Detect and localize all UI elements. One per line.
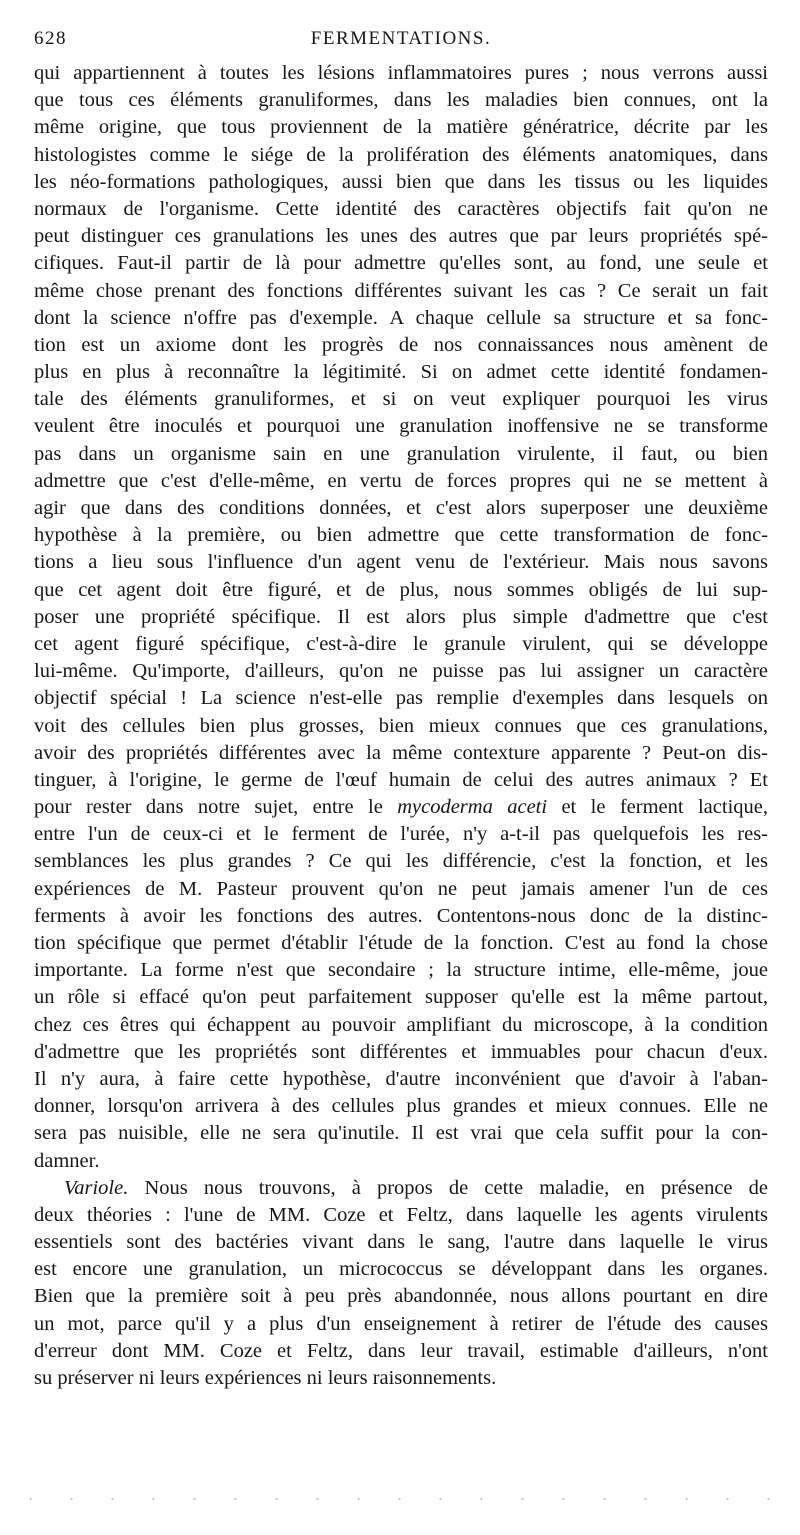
text-line: tion spécifique que permet d'établir l'étude de la fonction. C'est au fond la chose <box>34 932 768 954</box>
text-line: qui appartiennent à toutes les lésions inflammatoires pures ; nous verrons aussi <box>34 62 768 84</box>
text-line: cet agent figuré spécifique, c'est-à-dire le granule virulent, qui se développe <box>34 632 768 655</box>
text-line: importante. La forme n'est que secondaire ; la structure intime, elle-même, joue <box>34 959 768 982</box>
text-line: cifiques. Faut-il partir de là pour admettre qu'elles sont, au fond, une seule et <box>34 252 768 275</box>
running-title: FERMENTATIONS. <box>310 28 492 49</box>
text-line: deux théories : l'une de MM. Coze et Feltz, dans laquelle les agents virulents <box>34 1203 768 1226</box>
text-line: que tous ces éléments granuliformes, dans les maladies bien connues, ont la <box>34 89 768 112</box>
book-page <box>34 28 768 1392</box>
text-line: un mot, parce qu'il y a plus d'un enseignement à retirer de l'étude des causes <box>34 1312 768 1335</box>
text-line: Il n'y aura, à faire cette hypothèse, d'autre inconvénient que d'avoir à l'aban- <box>34 1067 768 1090</box>
text-line: ferments à avoir les fonctions des autres. Contentons-nous donc de la distinc- <box>34 904 768 927</box>
text-line: même chose prenant des fonctions différentes suivant les cas ? Ce serait un fait <box>34 279 768 302</box>
text-line: essentiels sont des bactéries vivant dans le sang, l'autre dans laquelle le virus <box>34 1231 768 1254</box>
text-line: même origine, que tous proviennent de la matière génératrice, décrite par les <box>34 116 768 139</box>
text-line: veulent être inoculés et pourquoi une granulation inoffensive ne se transforme <box>34 415 768 438</box>
text-line: semblances les plus grandes ? Ce qui les différencie, c'est la fonction, et les <box>34 850 768 873</box>
text-line: expériences de M. Pasteur prouvent qu'on ne peut jamais amener l'un de ces <box>34 877 768 900</box>
text-line: les néo-formations pathologiques, aussi bien que dans les tissus ou les liquides <box>34 170 768 193</box>
text-line: plus en plus à reconnaître la légitimité. Si on admet cette identité fondamen- <box>34 361 768 384</box>
text-line: peut distinguer ces granulations les unes des autres que par leurs propriétés spé- <box>34 225 768 248</box>
text-line: dont la science n'offre pas d'exemple. A chaque cellule sa structure et sa fonc- <box>34 306 768 329</box>
scan-noise-speckles <box>10 1496 780 1502</box>
text-line: lui-même. Qu'importe, d'ailleurs, qu'on ne puisse pas lui assigner un caractère <box>34 660 768 683</box>
text-line: est encore une granulation, un micrococcus se développant dans les organes. <box>34 1258 768 1281</box>
text-line: chez ces êtres qui échappent au pouvoir amplifiant du microscope, à la condition <box>34 1013 768 1036</box>
page-number: 628 <box>34 28 67 49</box>
running-head <box>34 28 768 56</box>
text-segment: et le ferment lactique, <box>547 796 768 819</box>
text-line: Bien que la première soit à peu près abandonnée, nous allons pourtant en dire <box>34 1285 768 1308</box>
body-text <box>34 60 768 1392</box>
text-line: hypothèse à la première, ou bien admettre que cette transformation de fonc- <box>34 524 768 547</box>
text-line: avoir des propriétés différentes avec la même contexture apparente ? Peut-on dis- <box>34 741 768 764</box>
text-line: entre l'un de ceux-ci et le ferment de l'urée, n'y a-t-il pas quelquefois les res- <box>34 823 768 846</box>
text-line: admettre que c'est d'elle-même, en vertu de forces propres qui ne se mettent à <box>34 469 768 492</box>
paragraph-end-line: su préserver ni leurs expériences ni leurs raisonnements. <box>34 1367 497 1389</box>
text-line: tinguer, à l'origine, le germe de l'œuf humain de celui des autres animaux ? Et <box>34 768 768 791</box>
text-segment: pour rester dans notre sujet, entre le <box>34 796 398 819</box>
text-line: tale des éléments granuliformes, et si on veut expliquer pourquoi les virus <box>34 388 768 411</box>
text-line: donner, lorsqu'on arrivera à des cellules plus grandes et mieux connues. Elle ne <box>34 1095 768 1118</box>
text-line-with-italic <box>34 794 768 821</box>
text-line: sera pas nuisible, elle ne sera qu'inutile. Il est vrai que cela suffit pour la con- <box>34 1122 768 1145</box>
text-line: d'admettre que les propriétés sont différentes et immuables pour chacun d'eux. <box>34 1040 768 1063</box>
italic-term: mycoderma aceti <box>397 796 548 819</box>
text-line: d'erreur dont MM. Coze et Feltz, dans leur travail, estimable d'ailleurs, n'ont <box>34 1339 768 1362</box>
text-line: objectif spécial ! La science n'est-elle pas remplie d'exemples dans lesquels on <box>34 687 768 710</box>
text-line: que cet agent doit être figuré, et de plus, nous sommes obligés de lui sup- <box>34 578 768 601</box>
text-line: poser une propriété spécifique. Il est alors plus simple d'admettre que c'est <box>34 605 768 628</box>
text-line: normaux de l'organisme. Cette identité des caractères objectifs fait qu'on ne <box>34 197 768 220</box>
text-line: tions a lieu sous l'influence d'un agent venu de l'extérieur. Mais nous savons <box>34 551 768 574</box>
text-line: tion est un axiome dont les progrès de nos connaissances nous amènent de <box>34 333 768 356</box>
text-segment: Nous nous trouvons, à propos de cette maladie, en présence de <box>128 1176 768 1199</box>
paragraph-end-line: damner. <box>34 1149 100 1172</box>
paragraph-start-line <box>34 1175 768 1202</box>
section-term: Variole. <box>64 1176 129 1199</box>
text-line: pas dans un organisme sain en une granulation virulente, il faut, ou bien <box>34 442 768 465</box>
text-line: histologistes comme le siége de la prolifération des éléments anatomiques, dans <box>34 143 768 166</box>
text-line: agir que dans des conditions données, et c'est alors superposer une deuxième <box>34 497 768 519</box>
text-line: un rôle si effacé qu'on peut parfaitement supposer qu'elle est la même partout, <box>34 986 768 1009</box>
text-line: voit des cellules bien plus grosses, bien mieux connues que ces granulations, <box>34 714 768 737</box>
